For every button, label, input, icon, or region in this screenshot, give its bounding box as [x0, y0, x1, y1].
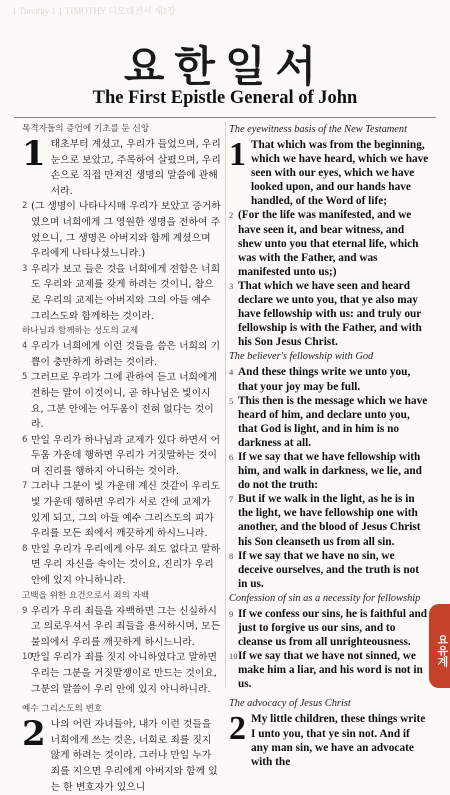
verse-text: 우리가 우리 죄들을 자백하면 그는 신실하시고 의로우셔서 우리 죄들을 용서하시며, 모든 불의에서 우리를 깨끗하게 하시느니라. — [31, 605, 221, 648]
verse-text: 그러므로 우리가 그에 관하여 듣고 너희에게 전하는 말이 이것이니, 곧 하나님은 빛이시요, 그분 안에는 어두움이 전혀 없다는 것이라. — [31, 372, 217, 431]
verse-text: My little children, these things write I unto you, that ye sin not. And if any man sin, we have an advocate with the — [251, 713, 426, 768]
book-title-korean: 요한일서 — [123, 42, 327, 91]
verse-8: 8 If we say that we have no sin, we deceive ourselves, and the truth is not in us. — [229, 549, 420, 590]
verse-text: (For the life was manifested, and we have seen it, and bear witness, and shew unto you that eternal life, which was with the Father, and was manifested unto us;) — [238, 209, 419, 278]
verse-10: 10 If we say that we have not sinned, we make him a liar, and his word is not in us. — [229, 650, 423, 691]
book-title-english: The First Epistle General of John — [92, 88, 358, 108]
verse-3: 3 That which we have seen and heard declare we unto you, that ye also may have fellowship with us: and truly our fellowship is with the Father, and with his Son Jesus Christ. — [229, 279, 422, 349]
chapter-2-verse-1 — [229, 712, 429, 768]
verse-text: If we say that we have fellowship with him, and walk in darkness, we lie, and do not the truth: — [238, 450, 422, 492]
section-heading: 하나님과 함께하는 성도의 교제 — [22, 326, 139, 337]
book-index-tab[interactable]: 요유계 — [429, 604, 450, 688]
verse-5: 5 This then is the message which we have heard of him, and declare unto you, that God is light, and in him is no darkness at all. — [229, 394, 428, 449]
verse-text: That which we have seen and heard declare we unto you, that ye also may have fellowship with us: and truly our fellowship is with the Father, and with his Son Jesus Christ. — [238, 279, 422, 349]
verse-8: 8 만일 우리가 우리에게 아무 죄도 없다고 말하면 우리 자신을 속이는 것이요, 진리가 우리 안에 있지 아니하니라. — [22, 543, 221, 587]
verse-text: 그러나 그분이 빛 가운데 계신 것같이 우리도 빛 가운데 행하면 우리가 서로 간에 교제가 있게 되고, 그의 아들 예수 그리스도의 피가 우리를 모든 죄에서 깨끗하게 하시느니라. — [31, 481, 221, 540]
verse-text: That which was from the beginning, which we have heard, which we have seen with our eyes, which we have looked upon, and our hands have handled, of the Word of life; — [251, 139, 429, 208]
verse-text: (그 생명이 나타나시매 우리가 보았고 증거하였으며 너희에게 그 영원한 생명을 전하여 주었으니, 그 생명은 아버지와 함께 계셨으며 우리에게 나타나셨느니라.) — [31, 201, 221, 260]
verse-text: 만일 우리가 하나님과 교제가 있다 하면서 어두움 가운데 행하면 우리가 거짓말하는 것이며 진리를 행하지 아니하는 것이라. — [31, 434, 221, 477]
verse-6: 6 If we say that we have fellowship with him, and walk in darkness, we lie, and do not the truth: — [229, 450, 422, 492]
korean-column — [22, 122, 221, 793]
column-divider — [225, 122, 226, 688]
verse-text: 우리가 보고 들은 것을 너희에게 전함은 너희도 우리와 교제를 갖게 하려는 것이니, 참으로 우리의 교제는 아버지와 그의 아들 예수 그리스도와 함께하는 것이라. — [31, 263, 221, 322]
chapter-number: 2 — [22, 714, 46, 755]
verse-4: 4 And these things write we unto you, that your joy may be full. — [229, 366, 411, 393]
verse-text: 나의 어린 자녀들아, 내가 이런 것들을 너희에게 쓰는 것은, 너희로 죄를 짓지 않게 하려는 것이라. 그러나 만일 누가 죄를 지으면 우리에게 아버지와 함께 있는 한 변호자가 있으니 — [50, 719, 218, 793]
section-heading: 예수 그리스도의 변호 — [22, 704, 103, 715]
verse-3: 3 우리가 보고 들은 것을 너희에게 전함은 너희도 우리와 교제를 갖게 하려는 것이니, 참으로 우리의 교제는 아버지와 그의 아들 예수 그리스도와 함께하는 것이라. — [22, 263, 221, 322]
previous-page-bleed: 1 Timothy 1 1 TIMOTHY 디모데전서 제1장 — [12, 6, 176, 16]
verse-4: 4 우리가 너희에게 이런 것들을 씀은 너희의 기쁨이 충만하게 하려는 것이라. — [22, 341, 221, 368]
verse-text: 태초부터 계셨고, 우리가 들었으며, 우리 눈으로 보았고, 주목하여 살폈으며, 우리 손으로 직접 만져진 생명의 말씀에 관해서라. — [50, 139, 221, 197]
verse-text: If we say that we have no sin, we deceive ourselves, and the truth is not in us. — [238, 549, 420, 590]
section-heading: 고백을 위한 요건으로서 죄의 자백 — [22, 590, 150, 601]
verse-2: 2 (그 생명이 나타나시매 우리가 보았고 증거하였으며 너희에게 그 영원한 생명을 전하여 주었으니, 그 생명은 아버지와 함께 계셨으며 우리에게 나타나셨느니라.) — [22, 201, 221, 260]
verse-text: 우리가 너희에게 이런 것들을 씀은 너희의 기쁨이 충만하게 하려는 것이라. — [31, 341, 221, 368]
chapter-2-verse-1 — [22, 714, 221, 795]
verse-9: 9 If we confess our sins, he is faithful and just to forgive us our sins, and to cleanse us from all unrighteousness. — [229, 607, 428, 649]
chapter-1-verse-1 — [229, 138, 429, 208]
verse-5: 5 그러므로 우리가 그에 관하여 듣고 너희에게 전하는 말이 이것이니, 곧 하나님은 빛이시요, 그분 안에는 어두움이 전혀 없다는 것이라. — [22, 372, 217, 431]
verse-text: And these things write we unto you, that your joy may be full. — [238, 366, 411, 393]
verse-7: 7 그러나 그분이 빛 가운데 계신 것같이 우리도 빛 가운데 행하면 우리가 서로 간에 교제가 있게 되고, 그의 아들 예수 그리스도의 피가 우리를 모든 죄에서 깨끗하게 하시느니라. — [22, 481, 221, 540]
verse-text: If we confess our sins, he is faithful and just to forgive us our sins, and to cleanse us from all unrighteousness. — [238, 607, 428, 649]
chapter-number: 1 — [229, 136, 246, 173]
section-heading: The advocacy of Jesus Christ — [229, 698, 351, 710]
chapter-number: 2 — [229, 710, 246, 748]
chapter-number: 1 — [22, 134, 46, 174]
english-column — [229, 122, 429, 768]
section-heading: The believer's fellowship with God — [229, 351, 374, 363]
verse-text: But if we walk in the light, as he is in the light, we have fellowship one with another, and the blood of Jesus Christ his Son cleanseth us from all sin. — [238, 493, 421, 548]
verse-2: 2 (For the life was manifested, and we have seen it, and bear witness, and shew unto you that eternal life, which was with the Father, and was manifested unto us;) — [229, 209, 419, 278]
verse-10: 10 만일 우리가 죄를 짓지 아니하였다고 말하면 우리는 그분을 거짓말쟁이로 만드는 것이요, 그분의 말씀이 우리 안에 있지 아니하니라. — [22, 652, 217, 695]
verse-7: 7 But if we walk in the light, as he is in the light, we have fellowship one with another, and the blood of Jesus Christ his Son cleanseth us from all sin. — [229, 493, 421, 548]
section-heading: Confession of sin as a necessity for fellowship — [229, 592, 421, 604]
verse-text: If we say that we have not sinned, we make him a liar, and his word is not in us. — [238, 650, 423, 691]
verse-text: This then is the message which we have heard of him, and declare unto you, that God is light, and in him is no darkness at all. — [238, 394, 428, 449]
chapter-1-verse-1 — [22, 134, 221, 199]
verse-text: 만일 우리가 죄를 짓지 아니하였다고 말하면 우리는 그분을 거짓말쟁이로 만드는 것이요, 그분의 말씀이 우리 안에 있지 아니하니라. — [31, 652, 217, 695]
section-heading: The eyewitness basis of the New Testament — [229, 124, 407, 135]
verse-text: 만일 우리가 우리에게 아무 죄도 없다고 말하면 우리 자신을 속이는 것이요, 진리가 우리 안에 있지 아니하니라. — [31, 543, 221, 587]
verse-6: 6 만일 우리가 하나님과 교제가 있다 하면서 어두움 가운데 행하면 우리가 거짓말하는 것이며 진리를 행하지 아니하는 것이라. — [22, 434, 221, 477]
section-heading: 목격자들의 증언에 기초를 둔 신앙 — [22, 124, 150, 134]
verse-9: 9 우리가 우리 죄들을 자백하면 그는 신실하시고 의로우셔서 우리 죄들을 용서하시며, 모든 불의에서 우리를 깨끗하게 하시느니라. — [22, 605, 221, 648]
title-rule — [14, 117, 436, 118]
